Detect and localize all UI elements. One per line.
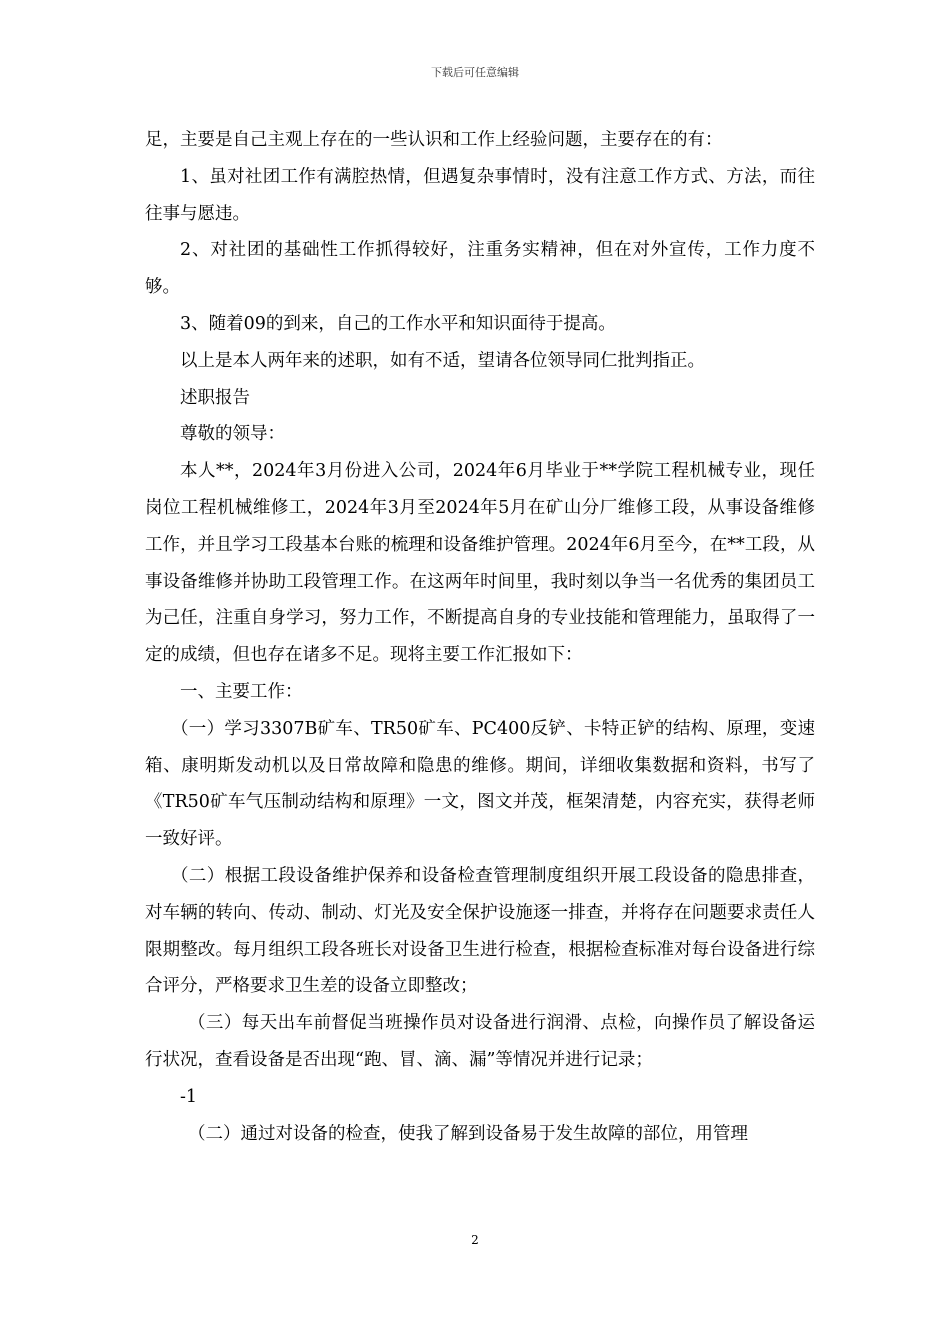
paragraph: （三）每天出车前督促当班操作员对设备进行润滑、点检，向操作员了解设备运行状况，查看设备是否出现“跑、冒、滴、漏”等情况并进行记录；	[145, 1013, 815, 1070]
paragraph: 1、虽对社团工作有满腔热情，但遇复杂事情时，没有注意工作方式、方法，而往往事与愿违。	[145, 166, 815, 224]
paragraph: 2、对社团的基础性工作抓得较好，注重务实精神，但在对外宣传，工作力度不够。	[145, 240, 815, 298]
paragraph: 本人**，2024年3月份进入公司，2024年6月毕业于**学院工程机械专业，现任岗位工程机械维修工，2024年3月至2024年5月在矿山分厂维修工段，从事设备维修工作，并且学习工段基本台账的梳理和设备维护管理。2024年6月至今，在**工段，从事设备维修并协助工段管理工作。在这两年时间里，我时刻以争当一名优秀的集团员工为己任，注重自身学习，努力工作，不断提高自身的专业技能和管理能力，虽取得了一定的成绩，但也存在诸多不足。现将主要工作汇报如下：	[145, 461, 815, 666]
document-body	[145, 122, 815, 1152]
paragraph: 以上是本人两年来的述职，如有不适，望请各位领导同仁批判指正。	[180, 350, 705, 371]
section-heading: 一、主要工作：	[180, 681, 303, 702]
paragraph: 足，主要是自己主观上存在的一些认识和工作上经验问题，主要存在的有：	[145, 130, 723, 150]
page-number: 2	[471, 1233, 479, 1247]
paragraph: 3、随着09的到来，自己的工作水平和知识面待于提高。	[180, 313, 616, 334]
section-heading: 述职报告	[180, 387, 250, 408]
paragraph: -1	[180, 1086, 198, 1107]
paragraph: （二）根据工段设备维护保养和设备检查管理制度组织开展工段设备的隐患排查，对车辆的转向、传动、制动、灯光及安全保护设施逐一排查，并将存在问题要求责任人限期整改。每月组织工段各班长对设备卫生进行检查，根据检查标准对每台设备进行综合评分，严格要求卫生差的设备立即整改；	[145, 865, 815, 997]
salutation: 尊敬的领导：	[180, 424, 285, 445]
paragraph: （一）学习3307B矿车、TR50矿车、PC400反铲、卡特正铲的结构、原理，变速箱、康明斯发动机以及日常故障和隐患的维修。期间，详细收集数据和资料，书写了《TR50矿车气压制动结构和原理》一文，图文并茂，框架清楚，内容充实，获得老师一致好评。	[145, 718, 815, 850]
paragraph: （二）通过对设备的检查，使我了解到设备易于发生故障的部位，用管理	[188, 1123, 748, 1144]
page-header: 下载后可任意编辑	[431, 66, 519, 79]
